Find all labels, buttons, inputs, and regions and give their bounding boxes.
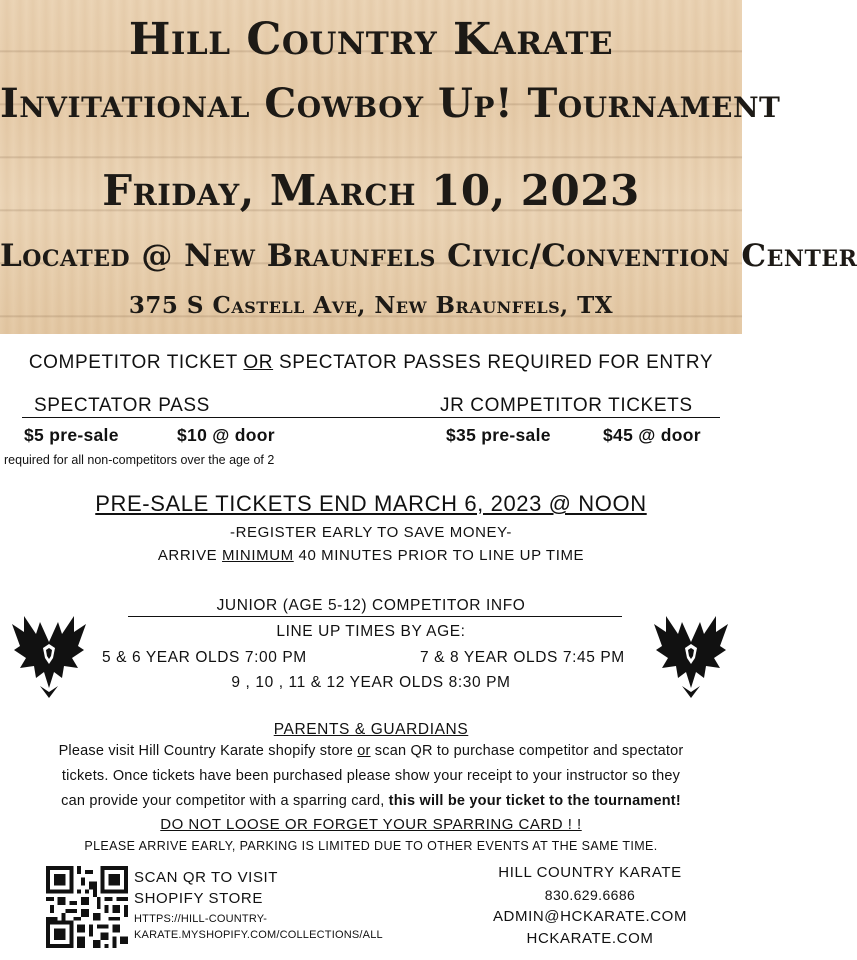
entry-requirement-part1: COMPETITOR TICKET: [28, 352, 244, 373]
event-address: 375 S Castell Ave, New Braunfels, TX: [128, 292, 614, 319]
parents-line-1: [0, 739, 742, 763]
org-email[interactable]: ADMIN@HCKARATE.COM: [492, 908, 688, 925]
entry-requirement: [0, 352, 742, 374]
event-location: Located @ New Braunfels Civic/Convention Center: [0, 238, 857, 274]
org-phone[interactable]: 830.629.6686: [544, 887, 636, 903]
junior-info-title: JUNIOR (AGE 5-12) COMPETITOR INFO: [216, 597, 526, 614]
entry-requirement-part2: SPECTATOR PASSES REQUIRED FOR ENTRY: [273, 352, 714, 373]
arrive-minimum: [0, 547, 742, 564]
parents-line-2: tickets. Once tickets have been purchased please show your receipt to your instructor so they: [61, 768, 681, 784]
qr-label-1: SCAN QR TO VISIT: [134, 869, 279, 886]
arrive-minimum-word: MINIMUM: [222, 547, 294, 564]
parents-line1-a: Please visit Hill Country Karate shopify store: [58, 743, 358, 759]
header-subtitle: Invitational Cowboy Up! Tournament: [0, 80, 781, 127]
parents-line1-b: scan QR to purchase competitor and spectator: [370, 743, 684, 759]
eagle-crest-icon: [652, 612, 730, 698]
arrive-part1: ARRIVE: [157, 547, 223, 564]
spectator-presale-price: $5 pre-sale: [24, 425, 119, 445]
event-date: Friday, March 10, 2023: [102, 166, 640, 215]
parents-line3-a: can provide your competitor with a sparring card,: [61, 793, 389, 809]
sparring-card-warning-text: DO NOT LOOSE OR FORGET YOUR SPARRING CARD ! !: [160, 816, 582, 833]
qr-label-2: SHOPIFY STORE: [134, 890, 263, 907]
junior-info-underline: [128, 616, 622, 617]
lineup-age-7-8: 7 & 8 YEAR OLDS 7:45 PM: [420, 649, 625, 666]
parents-line3-b: this will be your ticket to the tournament!: [388, 793, 681, 809]
org-name: HILL COUNTRY KARATE: [498, 864, 682, 881]
entry-requirement-or: OR: [243, 352, 274, 373]
header-title: Hill Country Karate: [128, 14, 614, 65]
lineup-title: LINE UP TIMES BY AGE:: [276, 623, 466, 640]
shop-url-line-2[interactable]: KARATE.MYSHOPIFY.COM/COLLECTIONS/ALL: [134, 929, 383, 941]
parents-title-text: PARENTS & GUARDIANS: [273, 721, 469, 738]
org-website[interactable]: HCKARATE.COM: [526, 930, 654, 947]
jr-competitor-title: JR COMPETITOR TICKETS: [440, 395, 693, 416]
spectator-pass-title: SPECTATOR PASS: [34, 395, 210, 416]
lineup-age-9-12: 9 , 10 , 11 & 12 YEAR OLDS 8:30 PM: [231, 674, 511, 691]
spectator-note: required for all non-competitors over the age of 2: [4, 453, 275, 467]
header-banner: [0, 0, 857, 334]
parking-note: PLEASE ARRIVE EARLY, PARKING IS LIMITED DUE TO OTHER EVENTS AT THE SAME TIME.: [84, 839, 658, 853]
parents-line1-or: or: [357, 743, 371, 759]
register-early: -REGISTER EARLY TO SAVE MONEY-: [230, 524, 512, 541]
parents-line-3: [0, 789, 742, 813]
arrive-part2: 40 MINUTES PRIOR TO LINE UP TIME: [293, 547, 585, 564]
shop-url-line-1[interactable]: HTTPS://HILL-COUNTRY-: [134, 913, 268, 925]
qr-code-icon[interactable]: [46, 866, 128, 948]
jr-door-price: $45 @ door: [603, 425, 701, 445]
parents-title: [0, 721, 742, 739]
eagle-crest-icon: [10, 612, 88, 698]
sparring-card-warning: [0, 816, 742, 833]
presale-deadline: [0, 491, 742, 517]
spectator-underline: [22, 417, 428, 418]
spectator-door-price: $10 @ door: [177, 425, 275, 445]
lineup-age-5-6: 5 & 6 YEAR OLDS 7:00 PM: [102, 649, 307, 666]
jr-presale-price: $35 pre-sale: [446, 425, 551, 445]
jr-competitor-underline: [428, 417, 720, 418]
presale-deadline-text: PRE-SALE TICKETS END MARCH 6, 2023 @ NOON: [95, 491, 647, 516]
